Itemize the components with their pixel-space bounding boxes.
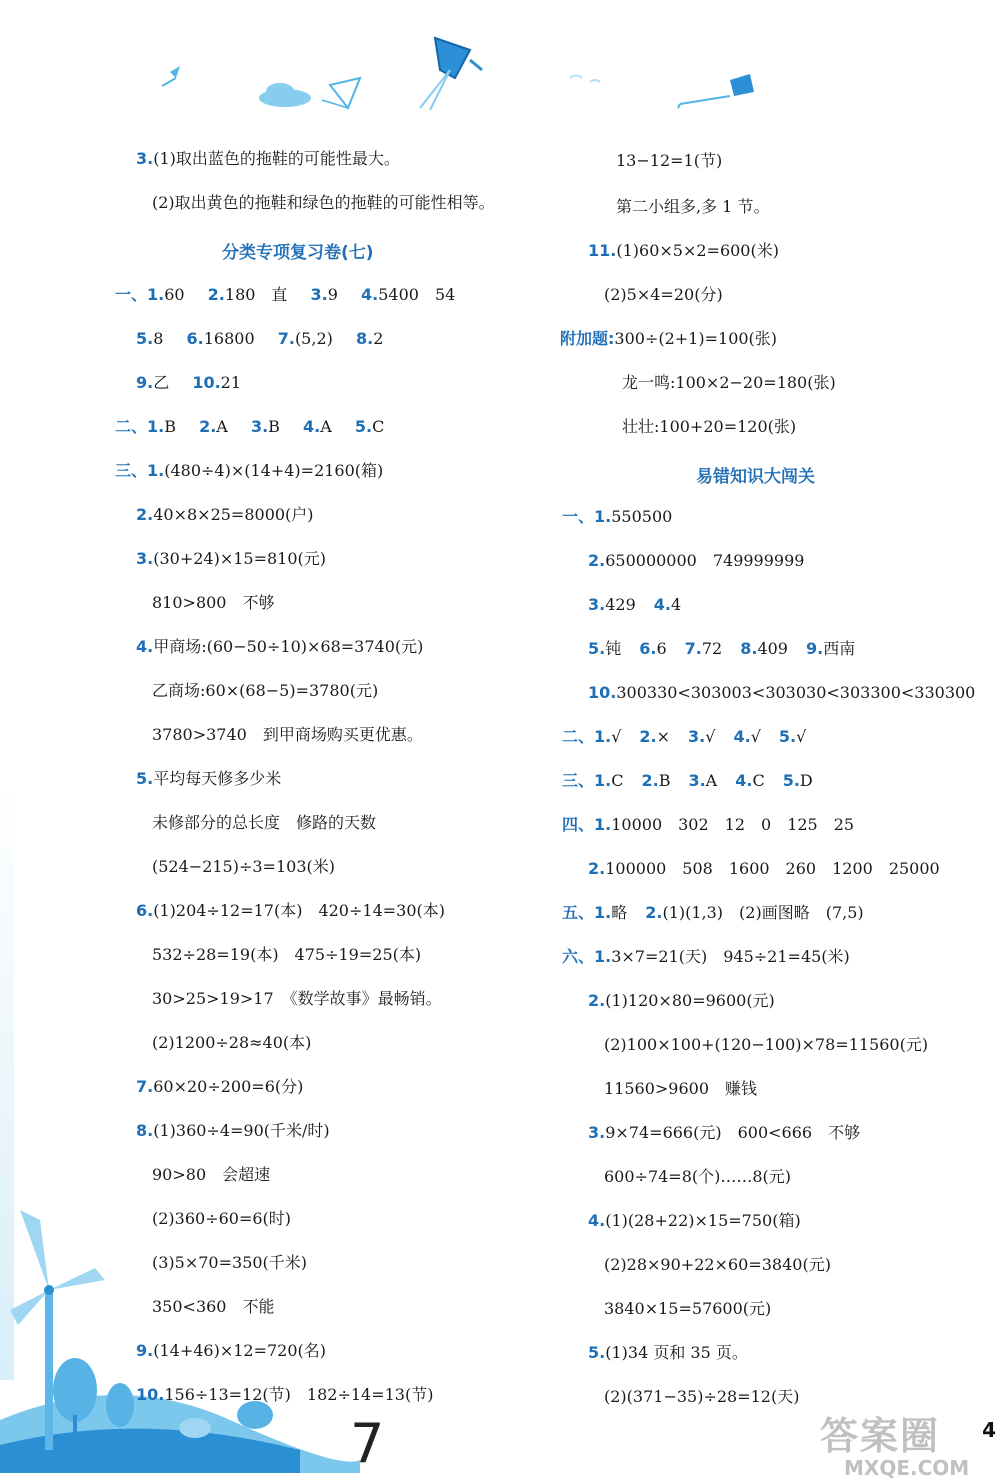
answer-text: 龙一鸣:100×2−20=180(张) — [622, 373, 836, 392]
answer-text: (1)204÷12=17(本) 420÷14=30(本) — [153, 901, 445, 920]
answer-text: (30+24)×15=810(元) — [153, 549, 327, 568]
item-number: 4. — [588, 1211, 606, 1230]
item-number: 2. — [641, 771, 659, 790]
item-number: 4. — [653, 595, 671, 614]
answer-line — [152, 856, 335, 878]
item-number: 5. — [588, 1343, 606, 1362]
answer-text: B — [164, 417, 176, 436]
answer-line — [588, 240, 779, 262]
answer-text: 平均每天修多少米 — [153, 769, 282, 788]
answer-line — [588, 990, 775, 1012]
answer-text: 乙 — [153, 373, 170, 392]
item-number: 7. — [684, 639, 702, 658]
item-number: 一、1. — [115, 285, 165, 304]
answer-text: 4 — [670, 595, 682, 614]
answer-text: (2)360÷60=6(时) — [152, 1209, 292, 1228]
item-number: 10. — [136, 1385, 165, 1404]
answer-line — [604, 1254, 831, 1276]
item-number: 六、1. — [562, 947, 612, 966]
answer-line — [588, 682, 975, 704]
item-number: 5. — [778, 727, 797, 746]
answer-text: (3)5×70=350(千米) — [152, 1253, 308, 1272]
handwritten-mark: 7 — [350, 1412, 385, 1475]
answer-text: D — [799, 771, 813, 790]
answer-line — [152, 1208, 291, 1230]
answer-text: 甲商场:(60−50÷10)×68=3740(元) — [153, 637, 424, 656]
item-number: 三、1. — [115, 461, 165, 480]
page-number: 4 — [982, 1418, 996, 1442]
answer-text: √ — [796, 727, 807, 746]
answer-text: (1)360÷4=90(千米/时) — [153, 1121, 330, 1140]
answer-line — [622, 372, 836, 394]
watermark — [820, 1405, 969, 1480]
answer-text: √ — [705, 727, 716, 746]
answer-text: A — [216, 417, 228, 436]
item-number: 4. — [733, 727, 751, 746]
item-number: 2. — [588, 859, 606, 878]
item-number: 5. — [354, 417, 373, 436]
left-item-3-2 — [152, 192, 495, 214]
answer-line — [152, 1032, 311, 1054]
cloud-icon — [259, 83, 311, 107]
item-number: 2. — [588, 551, 606, 570]
answer-text: 6 — [656, 639, 667, 658]
answer-text: A — [705, 771, 718, 790]
item-number: 3. — [688, 727, 706, 746]
answer-text: (524−215)÷3=103(米) — [152, 857, 335, 876]
item-number: 五、1. — [562, 903, 612, 922]
item-number: 4. — [361, 285, 379, 304]
answer-text: √ — [611, 727, 622, 746]
answer-text: (2)(371−35)÷28=12(天) — [604, 1387, 800, 1406]
item-number: 3. — [136, 549, 154, 568]
answer-line — [560, 328, 777, 350]
answer-line — [588, 594, 681, 616]
item-number: 2. — [645, 903, 663, 922]
birds-icon — [570, 76, 600, 83]
answer-text: C — [611, 771, 624, 790]
answer-text: 壮壮:100+20=120(张) — [622, 417, 797, 436]
answer-text: 2 — [373, 329, 384, 348]
item-number: 9. — [136, 1341, 154, 1360]
item-number: 10. — [192, 373, 221, 392]
answer-line — [152, 592, 275, 614]
answer-line — [136, 1120, 330, 1142]
answer-line — [136, 1076, 303, 1098]
item-number: 8. — [136, 1121, 154, 1140]
answer-line — [588, 638, 855, 660]
item-number: 附加题: — [560, 329, 615, 348]
answer-line — [136, 636, 423, 658]
answer-line — [136, 504, 314, 526]
answer-line — [562, 902, 864, 924]
answer-text: 3840×15=57600(元) — [604, 1299, 772, 1318]
answer-line — [604, 1166, 791, 1188]
answer-text: 略 — [611, 903, 628, 922]
answer-text: 600÷74=8(个)……8(元) — [604, 1167, 792, 1186]
item-number: 8. — [355, 329, 374, 348]
item-number: 4. — [303, 417, 321, 436]
item-number: 3. — [588, 595, 606, 614]
answer-text: 西南 — [823, 639, 856, 658]
answer-text: (14+46)×12=720(名) — [153, 1341, 327, 1360]
answer-text: 40×8×25=8000(户) — [153, 505, 314, 524]
answer-line — [616, 150, 722, 172]
answer-line — [152, 1252, 307, 1274]
watermark-line-1: 答案圈 — [820, 1414, 941, 1458]
answer-text: (5,2) — [294, 329, 333, 348]
item-number: 2. — [136, 505, 154, 524]
item-number: 5. — [136, 769, 154, 788]
answer-text: 13−12=1(节) — [616, 151, 723, 170]
item-number: 6. — [136, 901, 154, 920]
answer-text: (2)28×90+22×60=3840(元) — [604, 1255, 831, 1274]
answer-line — [604, 1386, 799, 1408]
header-kites-illustration — [150, 30, 770, 120]
item-number: 8. — [740, 639, 758, 658]
answer-text: C — [372, 417, 385, 436]
answer-text: 10000 302 12 0 125 25 — [611, 815, 855, 834]
answer-text: (2)1200÷28≈40(本) — [152, 1033, 312, 1052]
answer-text: (1)(1,3) (2)画图略 (7,5) — [662, 903, 864, 922]
answer-text: 3780>3740 到甲商场购买更优惠。 — [152, 725, 423, 744]
item-number: 3. — [688, 771, 706, 790]
item-number: 4. — [735, 771, 753, 790]
answer-text: 60×20÷200=6(分) — [153, 1077, 304, 1096]
answer-text: 乙商场:60×(68−5)=3780(元) — [152, 681, 379, 700]
item-number: 2. — [588, 991, 606, 1010]
windmill-scenery-illustration — [0, 1190, 360, 1473]
answer-text: × — [656, 727, 671, 746]
answer-line — [588, 858, 940, 880]
answer-text: 5400 54 — [378, 285, 456, 304]
part1-row-1 — [115, 284, 455, 306]
answer-line — [136, 900, 445, 922]
answer-text: 300330<303003<303030<303300<330300 — [616, 683, 976, 702]
answer-text: 60 — [164, 285, 185, 304]
item-number: 3. — [250, 417, 269, 436]
answer-text: 8 — [153, 329, 164, 348]
item-number: 6. — [186, 329, 204, 348]
answer-text: 11560>9600 赚钱 — [604, 1079, 758, 1098]
item-number: 6. — [639, 639, 657, 658]
answer-text: (1)取出蓝色的拖鞋的可能性最大。 — [153, 149, 400, 168]
answer-line — [588, 550, 804, 572]
answer-text: 3×7=21(天) 945÷21=45(米) — [611, 947, 850, 966]
part2-row — [115, 416, 384, 438]
item-number: 四、1. — [562, 815, 612, 834]
answer-text: 429 — [605, 595, 636, 614]
answer-text: 650000000 749999999 — [605, 551, 805, 570]
answer-line — [562, 814, 854, 836]
item-number: 2. — [639, 727, 657, 746]
answer-line — [562, 726, 806, 748]
item-number: 11. — [588, 241, 617, 260]
answer-text: 532÷28=19(本) 475÷19=25(本) — [152, 945, 422, 964]
item-number: 3. — [588, 1123, 606, 1142]
small-kite-icon — [162, 66, 180, 86]
item-number: 10. — [588, 683, 617, 702]
item-number: 9. — [805, 639, 824, 658]
answer-line — [562, 770, 813, 792]
item-number: 7. — [136, 1077, 154, 1096]
part1-row-3 — [136, 372, 241, 394]
item-number: 一、1. — [562, 507, 612, 526]
answer-line — [604, 1298, 771, 1320]
answer-text: √ — [750, 727, 761, 746]
item-number: 2. — [199, 417, 217, 436]
watermark-line-2: MXQE.COM — [844, 1456, 970, 1480]
answer-line — [616, 196, 769, 218]
item-number: 三、1. — [562, 771, 612, 790]
answer-text: B — [658, 771, 671, 790]
answer-text: 第二小组多,多 1 节。 — [616, 197, 770, 216]
answer-line — [588, 1342, 748, 1364]
answer-text: (1)120×80=9600(元) — [605, 991, 775, 1010]
item-number: 3. — [136, 149, 154, 168]
answer-line — [604, 1034, 928, 1056]
answer-text: 9 — [327, 285, 338, 304]
answer-text: 30>25>19>17 《数学故事》最畅销。 — [152, 989, 442, 1008]
item-number: 5. — [136, 329, 154, 348]
answer-line — [136, 768, 281, 790]
answer-line — [152, 724, 423, 746]
answer-text: 21 — [220, 373, 242, 392]
answer-text: 300÷(2+1)=100(张) — [614, 329, 778, 348]
answer-text: 100000 508 1600 260 1200 25000 — [605, 859, 940, 878]
answer-text: (480÷4)×(14+4)=2160(箱) — [164, 461, 384, 480]
answer-line — [152, 680, 378, 702]
answer-text: 72 — [701, 639, 723, 658]
item-number: 3. — [310, 285, 328, 304]
part1-row-2 — [136, 328, 383, 350]
diamond-kite-icon — [420, 38, 482, 110]
answer-line — [152, 944, 421, 966]
square-kite-icon — [678, 74, 754, 108]
answer-text: A — [320, 417, 332, 436]
answer-text: (2)5×4=20(分) — [604, 285, 723, 304]
answer-line — [136, 1340, 326, 1362]
answer-text: (1)60×5×2=600(米) — [616, 241, 779, 260]
item-number: 2. — [207, 285, 225, 304]
answer-line — [562, 946, 850, 968]
answer-line — [136, 1384, 433, 1406]
item-number: 9. — [136, 373, 154, 392]
answer-text: (1)34 页和 35 页。 — [605, 1343, 748, 1362]
answer-line — [152, 988, 442, 1010]
answer-text: 550500 — [611, 507, 673, 526]
answer-line — [152, 812, 376, 834]
answer-line — [604, 1078, 757, 1100]
answer-text: (1)(28+22)×15=750(箱) — [605, 1211, 801, 1230]
triangle-kite-icon — [322, 78, 360, 108]
answer-line — [115, 460, 383, 482]
answer-text: C — [752, 771, 765, 790]
section-title-review-7: 分类专项复习卷(七) — [222, 243, 374, 263]
answer-text: 16800 — [203, 329, 255, 348]
answer-text: 90>80 会超速 — [152, 1165, 271, 1184]
item-number: 5. — [782, 771, 800, 790]
item-number: 7. — [277, 329, 295, 348]
answer-line — [136, 548, 326, 570]
answer-text: 350<360 不能 — [152, 1297, 275, 1316]
item-number: 5. — [588, 639, 606, 658]
answer-line — [562, 506, 672, 528]
answer-text: 钝 — [605, 639, 622, 658]
answer-line — [604, 284, 723, 306]
section-title-error-prone: 易错知识大闯关 — [696, 467, 815, 487]
answer-text: 9×74=666(元) 600<666 不够 — [605, 1123, 861, 1142]
item-number: 4. — [136, 637, 154, 656]
answer-line — [152, 1296, 275, 1318]
answer-text: (2)取出黄色的拖鞋和绿色的拖鞋的可能性相等。 — [152, 193, 495, 212]
item-number: 二、1. — [562, 727, 612, 746]
answer-line — [622, 416, 796, 438]
answer-text: 180 直 — [224, 285, 288, 304]
answer-text: 156÷13=12(节) 182÷14=13(节) — [164, 1385, 434, 1404]
answer-text: 未修部分的总长度 修路的天数 — [152, 813, 377, 832]
answer-line — [588, 1210, 801, 1232]
answer-text: (2)100×100+(120−100)×78=11560(元) — [604, 1035, 929, 1054]
answer-text: 409 — [757, 639, 788, 658]
left-item-3 — [136, 148, 400, 170]
answer-line — [588, 1122, 860, 1144]
answer-line — [152, 1164, 270, 1186]
answer-text: 810>800 不够 — [152, 593, 275, 612]
answer-text: B — [268, 417, 280, 436]
item-number: 二、1. — [115, 417, 165, 436]
